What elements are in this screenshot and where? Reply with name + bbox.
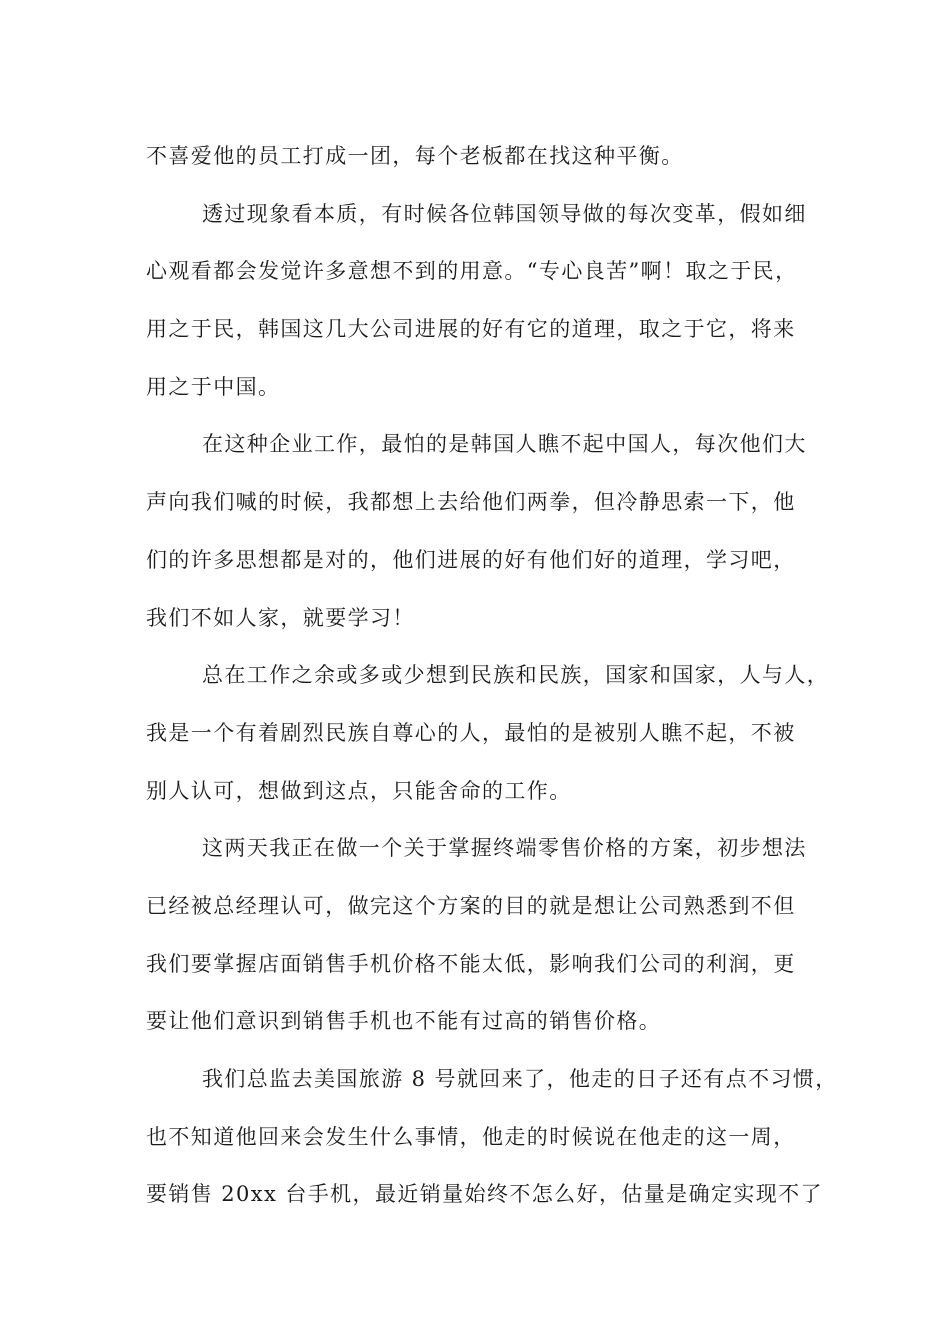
text-line: 心观看都会发觉许多意想不到的用意。“专心良苦”啊！取之于民， [146, 259, 798, 284]
text-line: 用之于中国。 [146, 374, 281, 399]
paragraph-first-line: 透过现象看本质，有时候各位韩国领导做的每次变革，假如细 [202, 201, 807, 226]
text-line: 要让他们意识到销售手机也不能有过高的销售价格。 [146, 1009, 662, 1034]
text-line: 也不知道他回来会发生什么事情，他走的时候说在他走的这一周， [146, 1124, 796, 1149]
text-line: 声向我们喊的时候，我都想上去给他们两拳，但冷静思索一下，他 [146, 490, 796, 515]
paragraph-first-line: 在这种企业工作，最怕的是韩国人瞧不起中国人，每次他们大 [202, 432, 807, 457]
paragraph-first-line: 总在工作之余或多或少想到民族和民族，国家和国家，人与人， [202, 663, 830, 688]
text-line: 已经被总经理认可，做完这个方案的目的就是想让公司熟悉到不但 [146, 893, 796, 918]
text-line: 要销售 20xx 台手机，最近销量始终不怎么好，估量是确定实现不了 [146, 1182, 823, 1207]
text-line: 用之于民，韩国这几大公司进展的好有它的道理，取之于它，将来 [146, 317, 796, 342]
text-line: 们的许多思想都是对的，他们进展的好有他们好的道理，学习吧， [146, 547, 796, 572]
text-line: 我们要掌握店面销售手机价格不能太低，影响我们公司的利润，更 [146, 951, 796, 976]
text-line: 我们不如人家，就要学习！ [146, 605, 415, 630]
text-line: 别人认可，想做到这点，只能舍命的工作。 [146, 778, 572, 803]
text-line: 不喜爱他的员工打成一团，每个老板都在找这种平衡。 [146, 144, 684, 168]
paragraph-first-line: 我们总监去美国旅游 8 号就回来了，他走的日子还有点不习惯， [202, 1067, 838, 1091]
text-line: 我是一个有着剧烈民族自尊心的人，最怕的是被别人瞧不起，不被 [146, 720, 796, 745]
document-body [146, 128, 838, 1224]
paragraph-first-line: 这两天我正在做一个关于掌握终端零售价格的方案，初步想法 [202, 836, 807, 861]
